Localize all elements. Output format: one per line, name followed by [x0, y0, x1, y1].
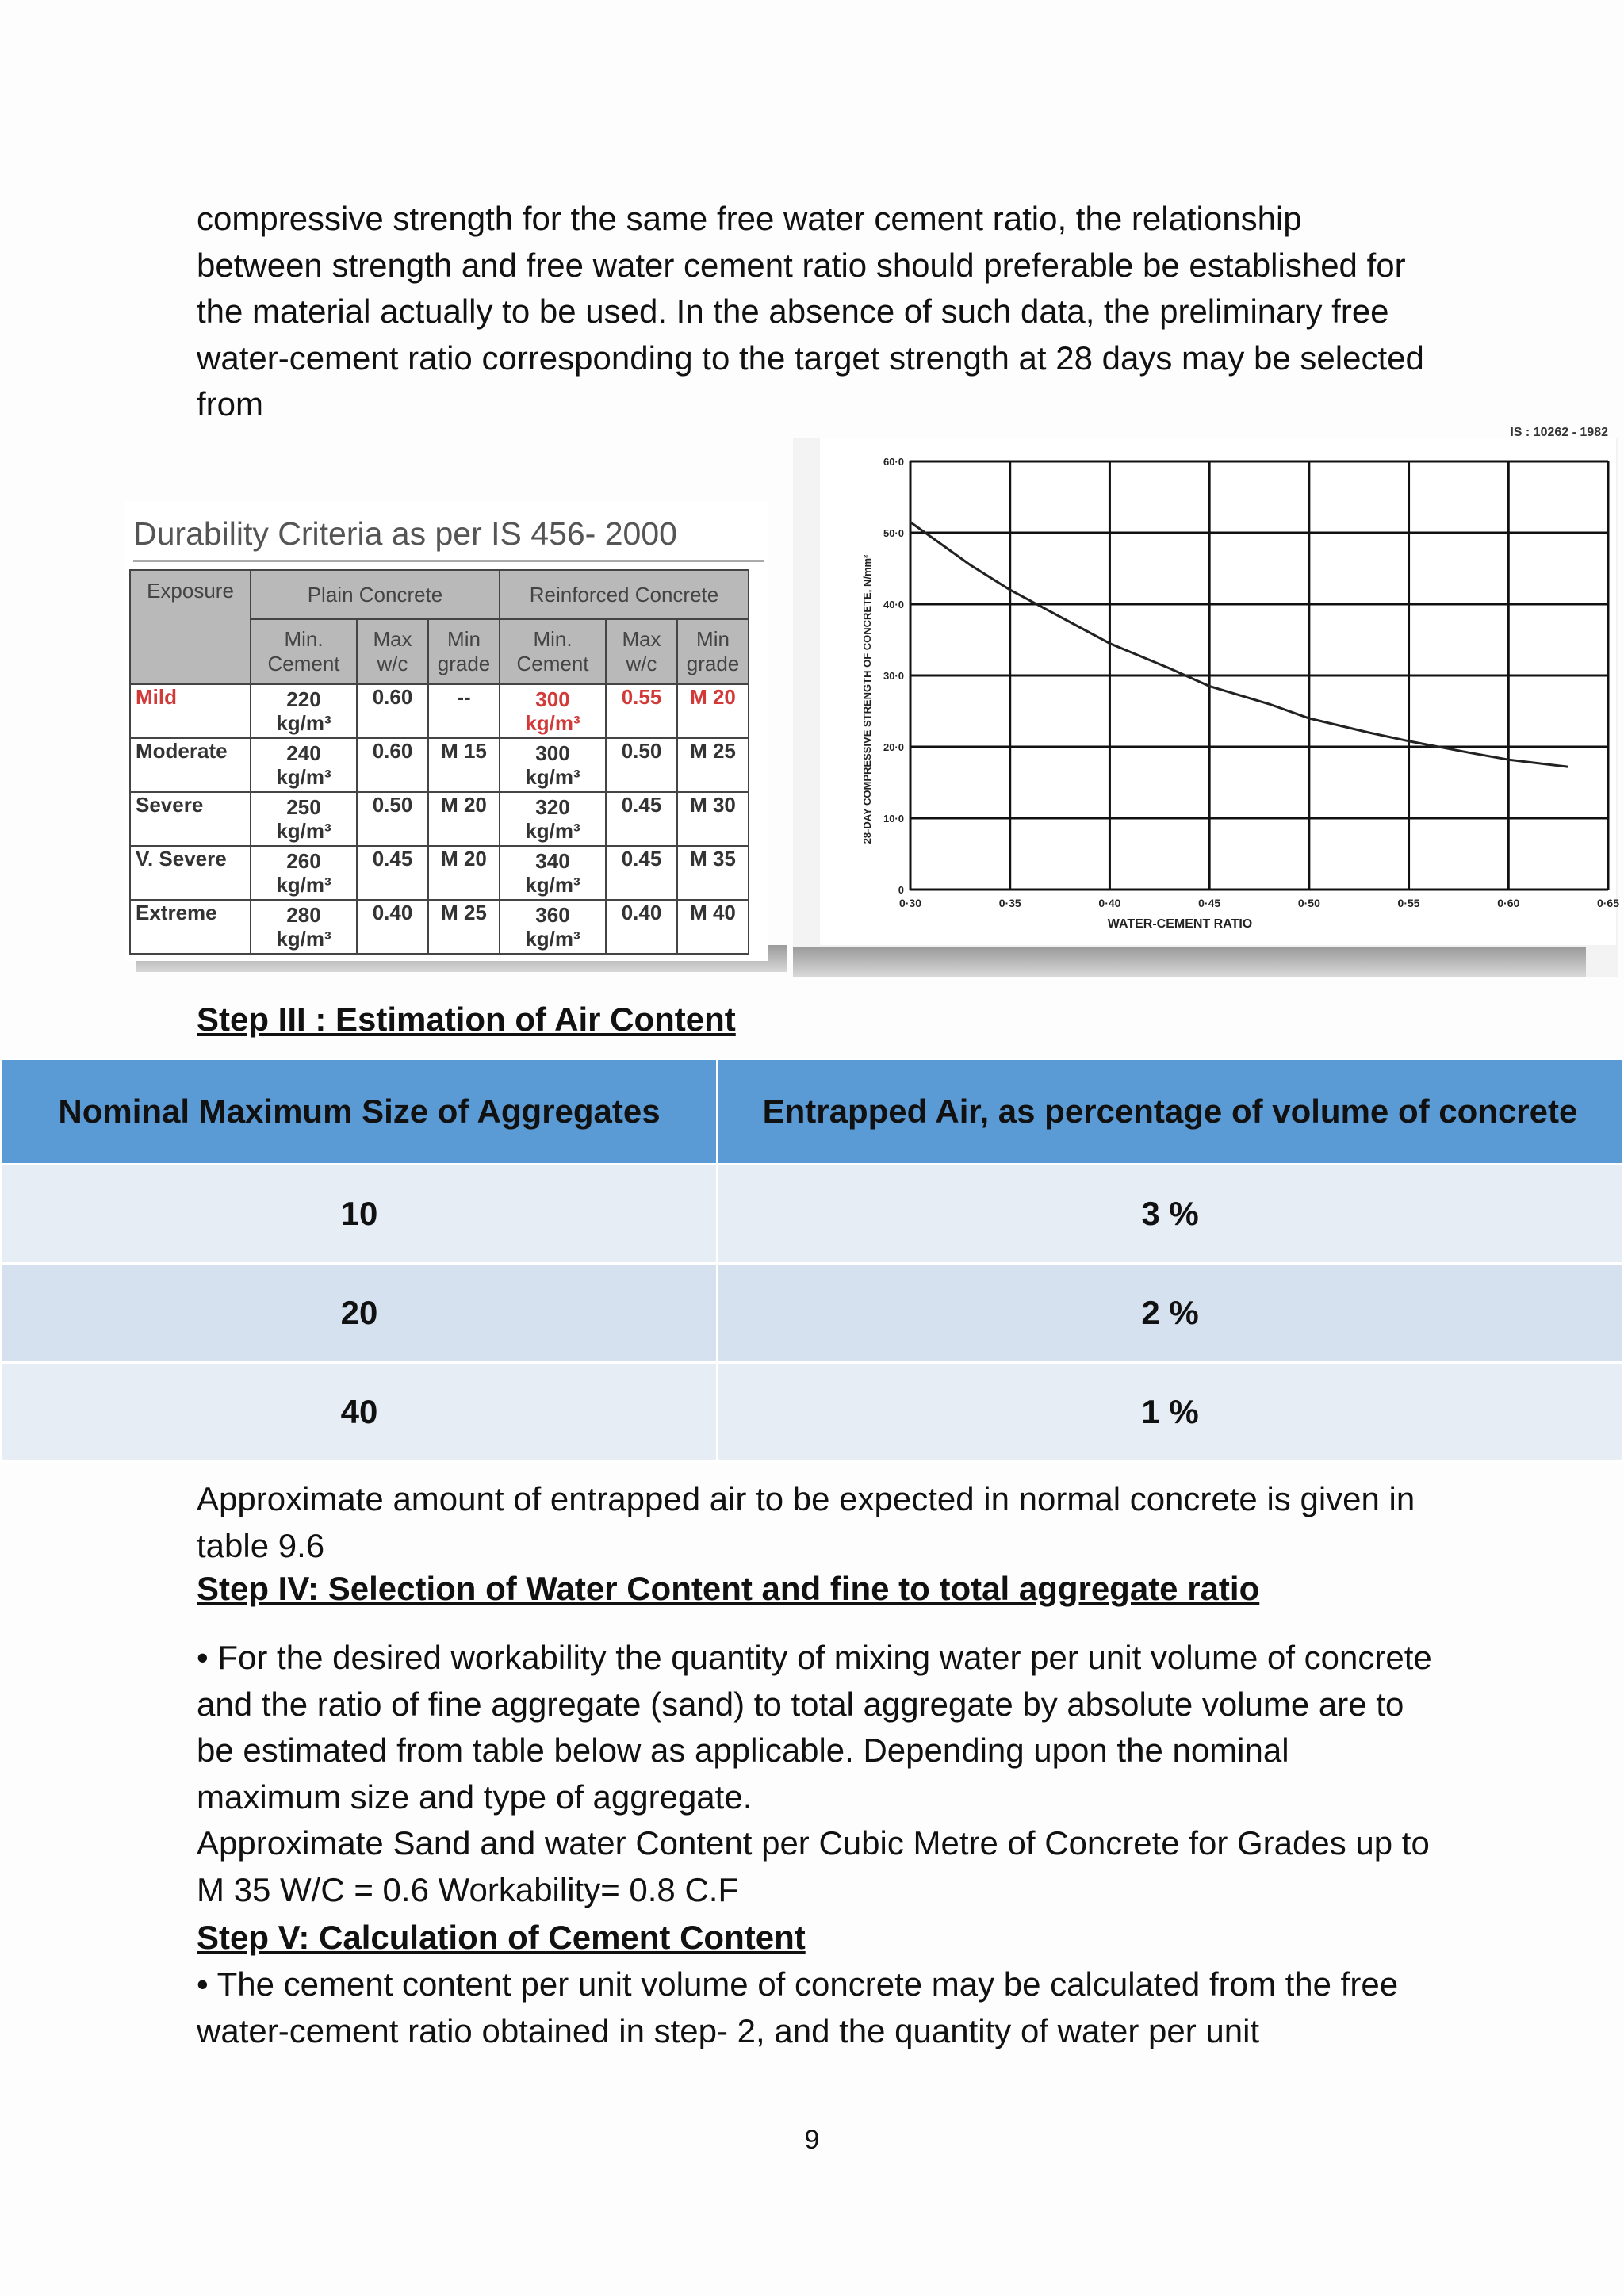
entrapped-air-cell: 3 %: [718, 1165, 1623, 1264]
plain-max-wc: 0.60: [357, 738, 428, 792]
reinforced-min-cement: [500, 900, 606, 954]
aggregate-size-cell: 20: [2, 1264, 718, 1363]
y-tick-label: 20·0: [883, 741, 904, 753]
plain-min-grade: M 25: [428, 900, 500, 954]
air-table-row: [2, 1264, 1623, 1363]
plain-max-wc: 0.45: [357, 846, 428, 900]
cement-unit: kg/m³: [276, 819, 331, 843]
step5-body: [197, 1961, 1434, 2054]
y-tick-label: 60·0: [883, 456, 904, 468]
durability-criteria-image: [125, 501, 768, 961]
x-tick-label: 0·50: [1297, 897, 1320, 909]
cement-value: 280: [286, 903, 321, 927]
cement-value: 240: [286, 741, 321, 765]
reinforced-min-grade: M 30: [677, 792, 749, 846]
x-tick-label: 0·30: [898, 897, 922, 909]
cement-value: 220: [286, 687, 321, 711]
page-number: 9: [804, 2125, 820, 2155]
durability-row: [130, 846, 749, 900]
reinforced-max-wc: 0.45: [606, 846, 677, 900]
reinforced-max-wc: 0.40: [606, 900, 677, 954]
cement-unit: kg/m³: [525, 819, 580, 843]
cement-value: 250: [286, 795, 321, 819]
durability-table: [129, 569, 749, 955]
step3-heading: Step III : Estimation of Air Content: [197, 1001, 736, 1038]
exposure-label: V. Severe: [130, 846, 251, 900]
air-table-row: [2, 1165, 1623, 1264]
reinforced-min-cement: [500, 846, 606, 900]
x-tick-label: 0·45: [1198, 897, 1221, 909]
plain-min-grade: M 20: [428, 846, 500, 900]
air-table-rows: [2, 1165, 1623, 1462]
cement-unit: kg/m³: [525, 765, 580, 789]
header-min-grade: Min grade: [677, 619, 749, 684]
cement-unit: kg/m³: [276, 711, 331, 735]
plain-min-cement: [251, 792, 357, 846]
reinforced-min-grade: M 35: [677, 846, 749, 900]
step4-body: [197, 1635, 1434, 1913]
durability-row: [130, 684, 749, 738]
plain-min-grade: M 20: [428, 792, 500, 846]
durability-title: Durability Criteria as per IS 456- 2000: [133, 515, 677, 552]
plain-min-cement: [251, 738, 357, 792]
durability-row: [130, 792, 749, 846]
cement-value: 300: [535, 741, 570, 765]
durability-rows: [130, 684, 749, 954]
air-content-table: [0, 1058, 1624, 1463]
plain-max-wc: 0.40: [357, 900, 428, 954]
chart-xlabel: WATER-CEMENT RATIO: [1107, 917, 1253, 931]
y-tick-label: 10·0: [883, 813, 904, 825]
cement-value: 320: [535, 795, 570, 819]
reinforced-min-cement: [500, 684, 606, 738]
exposure-label: Extreme: [130, 900, 251, 954]
reinforced-max-wc: 0.50: [606, 738, 677, 792]
header-max-wc: Max w/c: [357, 619, 428, 684]
header-max-wc: Max w/c: [606, 619, 677, 684]
step3-note: Approximate amount of entrapped air to be expected in normal concrete is given in table 9.6: [197, 1480, 1415, 1564]
step4-heading: Step IV: Selection of Water Content and fine to total aggregate ratio: [197, 1570, 1260, 1607]
intro-paragraph: compressive strength for the same free water cement ratio, the relationship between strength and free water cement ratio should preferable be established for the material actually to be used. In the absence of such data, the preliminary free water-cement ratio corresponding to the target strength at 28 days may be selected from: [197, 200, 1424, 423]
cement-value: 340: [535, 849, 570, 873]
y-tick-label: 50·0: [883, 527, 904, 539]
x-tick-label: 0·55: [1397, 897, 1420, 909]
step4-bullet: • For the desired workability the quantity of mixing water per unit volume of concrete and the ratio of fine aggregate (sand) to total aggregate by absolute volume are to be estimated from table below as applicable. Depending upon the nominal maximum size and type of aggregate.: [197, 1639, 1432, 1816]
x-tick-label: 0·65: [1596, 897, 1620, 909]
header-reinforced-concrete: Reinforced Concrete: [500, 570, 749, 619]
entrapped-air-cell: 1 %: [718, 1363, 1623, 1462]
step4-note: Approximate Sand and water Content per Cubic Metre of Concrete for Grades up to M 35 W/C = 0.6 Workability= 0.8 C.F: [197, 1824, 1430, 1908]
cement-value: 300: [535, 687, 570, 711]
reinforced-min-cement: [500, 738, 606, 792]
x-tick-label: 0·60: [1497, 897, 1520, 909]
cement-unit: kg/m³: [276, 873, 331, 897]
durability-row: [130, 738, 749, 792]
air-table-header-row: [2, 1059, 1623, 1165]
x-tick-label: 0·35: [998, 897, 1021, 909]
durability-row: [130, 900, 749, 954]
plain-max-wc: 0.60: [357, 684, 428, 738]
y-tick-label: 0: [898, 884, 904, 896]
chart-background: [820, 438, 1616, 945]
y-tick-label: 30·0: [883, 670, 904, 682]
step5-heading: Step V: Calculation of Cement Content: [197, 1919, 806, 1956]
cement-unit: kg/m³: [276, 765, 331, 789]
cement-unit: kg/m³: [525, 873, 580, 897]
cement-value: 260: [286, 849, 321, 873]
plain-min-grade: M 15: [428, 738, 500, 792]
header-min-cement: Min. Cement: [500, 619, 606, 684]
exposure-label: Moderate: [130, 738, 251, 792]
plain-min-cement: [251, 846, 357, 900]
cement-value: 360: [535, 903, 570, 927]
air-table-row: [2, 1363, 1623, 1462]
aggregate-size-cell: 40: [2, 1363, 718, 1462]
durability-title-rule: [133, 560, 764, 562]
standard-reference: IS : 10262 - 1982: [1510, 426, 1608, 439]
aggregate-size-cell: 10: [2, 1165, 718, 1264]
cement-unit: kg/m³: [525, 927, 580, 951]
plain-max-wc: 0.50: [357, 792, 428, 846]
header-min-cement: Min. Cement: [251, 619, 357, 684]
header-plain-concrete: Plain Concrete: [251, 570, 500, 619]
exposure-label: Mild: [130, 684, 251, 738]
air-header-air: Entrapped Air, as percentage of volume of concrete: [718, 1059, 1623, 1165]
exposure-label: Severe: [130, 792, 251, 846]
strength-chart: [815, 426, 1620, 961]
plain-min-cement: [251, 900, 357, 954]
reinforced-min-grade: M 25: [677, 738, 749, 792]
chart-ylabel: 28-DAY COMPRESSIVE STRENGTH OF CONCRETE, N/mm²: [861, 554, 873, 844]
reinforced-min-grade: M 40: [677, 900, 749, 954]
entrapped-air-cell: 2 %: [718, 1264, 1623, 1363]
y-tick-label: 40·0: [883, 599, 904, 610]
plain-min-grade: --: [428, 684, 500, 738]
plain-min-cement: [251, 684, 357, 738]
air-header-size: Nominal Maximum Size of Aggregates: [2, 1059, 718, 1165]
reinforced-min-cement: [500, 792, 606, 846]
reinforced-max-wc: 0.55: [606, 684, 677, 738]
x-tick-label: 0·40: [1098, 897, 1121, 909]
reinforced-max-wc: 0.45: [606, 792, 677, 846]
step5-bullet: • The cement content per unit volume of concrete may be calculated from the free water-cement ratio obtained in step- 2, and the quantity of water per unit: [197, 1965, 1399, 2049]
header-min-grade: Min grade: [428, 619, 500, 684]
reinforced-min-grade: M 20: [677, 684, 749, 738]
cement-unit: kg/m³: [525, 711, 580, 735]
cement-unit: kg/m³: [276, 927, 331, 951]
header-exposure: Exposure: [130, 570, 251, 684]
